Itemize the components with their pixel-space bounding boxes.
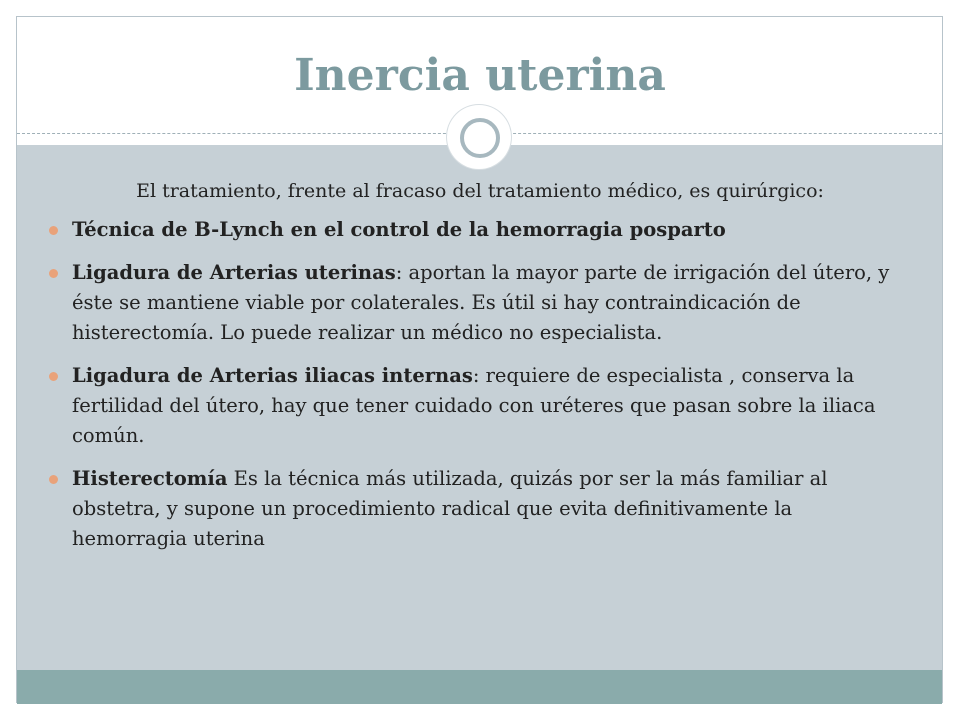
slide-title: Inercia uterina [294,50,666,101]
intro-text: El tratamiento, frente al fracaso del tratamiento médico, es quirúrgico: [136,180,824,202]
bullet-bold: Histerectomía [72,467,228,490]
ring-icon [460,118,500,158]
bullet-dot-icon [49,226,58,235]
bullet-item [49,215,899,245]
bullet-bold: Técnica de B-Lynch en el control de la hemorragia posparto [72,218,726,241]
bullet-text: : aportan la mayor parte de irrigación del útero, y éste se mantiene viable por colaterales. Es útil si hay contraindicación de histerectomía. Lo puede realizar un médico no especialista. [72,261,890,344]
bullet-item [49,361,899,451]
bullet-bold: Ligadura de Arterias uterinas [72,261,396,284]
bullet-item [49,258,899,348]
bullet-text: : requiere de especialista , conserva la fertilidad del útero, hay que tener cuidado con uréteres que pasan sobre la iliaca común. [72,364,876,447]
bullet-item [49,464,899,554]
bullet-list [49,215,899,567]
bullet-dot-icon [49,269,58,278]
bullet-text: Es la técnica más utilizada, quizás por ser la más familiar al obstetra, y supone un procedimiento radical que evita definitivamente la hemorragia uterina [72,467,828,550]
circle-emblem-icon [447,105,511,169]
bullet-dot-icon [49,372,58,381]
footer-band [17,670,942,704]
bullet-bold: Ligadura de Arterias iliacas internas [72,364,473,387]
bullet-dot-icon [49,475,58,484]
